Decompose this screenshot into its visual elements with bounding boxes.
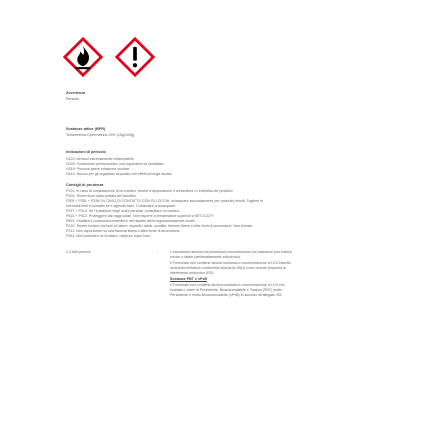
active-substances-line: Tetrametrina Cipermetrina 15% (15g/100g) [66, 133, 135, 137]
other-hazards-line: L'interazione abusiva da eccessiva concentrazione ed inalazione può essere [170, 250, 292, 254]
other-hazards-line: Il Formulato non contiene alcuna sostanza in concentrazione ≥0,1% inserita [170, 261, 291, 265]
hazard-statement: H319: Provoca grave irritazione oculare. [66, 167, 131, 171]
precautionary-statements-heading: Consigli di prudenza [66, 183, 104, 187]
exclamation-mark-icon [112, 34, 158, 80]
hazard-statement: H229: Contenitore pressurizzato: può esplodere se riscaldato. [66, 162, 165, 166]
active-substances-heading: Sostanze attive (BPR) [66, 127, 106, 131]
hazard-statements-heading: Indicazioni di pericolo [66, 150, 106, 154]
flame-icon [60, 34, 106, 80]
pbt-vpvb-heading: Sostanze PBT e vPvB [170, 277, 207, 281]
other-hazards-label: 2.3 Altri pericoli [66, 250, 91, 254]
precautionary-statement: P101: In caso di consultazione di un medico, tenere a disposizione il contenitore o l'etichetta del prodotto. [66, 189, 234, 193]
precautionary-statement: P305 + P351 + P338: IN CASO DI CONTATTO CON GLI OCCHI: sciacquare accuratamente per parecchi minuti. Togliere le [66, 199, 264, 203]
precautionary-statement: P337 + P313: Se l'irritazione degli occhi persiste, consultare un medico. [66, 209, 181, 213]
other-hazards-colon: : [157, 250, 158, 254]
signal-word: Avvertenza [66, 91, 86, 95]
precautionary-statement: P410 + P412: Proteggere dai raggi solari. Non esporre a temperature superiori a 50°C/122°F. [66, 214, 215, 218]
other-hazards-line: nocivo o fatale (deliberatamente inducendo). [170, 255, 241, 259]
other-hazards-line: Persistente e molto Bioaccumulabile (vPvB) in accordo all'allegato XIII [170, 293, 282, 297]
hazard-pictograms [60, 34, 170, 82]
other-hazards-line: interferente endocrino (ED). [170, 271, 215, 275]
precautionary-statement: eventuali lenti a contatto se è agevole farlo. Continuare a sciacquare. [66, 204, 177, 208]
other-hazards-line: soddisfa i criteri di Persistente, Bioaccumulabile e Tossica (PBT) molto [170, 288, 282, 292]
signal-subtitle: Pericolo [66, 97, 79, 101]
precautionary-statement: P210: Tenere lontano da fonti di calore, superfici calde, scintille, fiamme libere o altre fonti di accensione. Non fumare. [66, 224, 254, 228]
hazard-statement: H222: Aerosol estremamente infiammabile. [66, 157, 135, 161]
precautionary-statement: P211: Non vaporizzare su una fiamma libera o altra fonte di accensione. [66, 229, 181, 233]
precautionary-statement: P102: Tenere fuori dalla portata dei bambini. [66, 194, 137, 198]
precautionary-statement: P501: Smaltire il contenuto/contenitore nel rispetto della regolamentazione locale. [66, 219, 196, 223]
precautionary-statement: P251: Non perforare né bruciare, neppure dopo l'uso. [66, 234, 151, 238]
other-hazards-line: nella lista definita in conformità all'articolo 59(1) come avente proprietà di [170, 266, 286, 270]
other-hazards-line: Il Formulato non contiene alcuna sostanza in concentrazione ≥0,1% che [170, 283, 285, 287]
hazard-statement: H412: Nocivo per gli organismi acquatici con effetti di lunga durata. [66, 172, 173, 176]
